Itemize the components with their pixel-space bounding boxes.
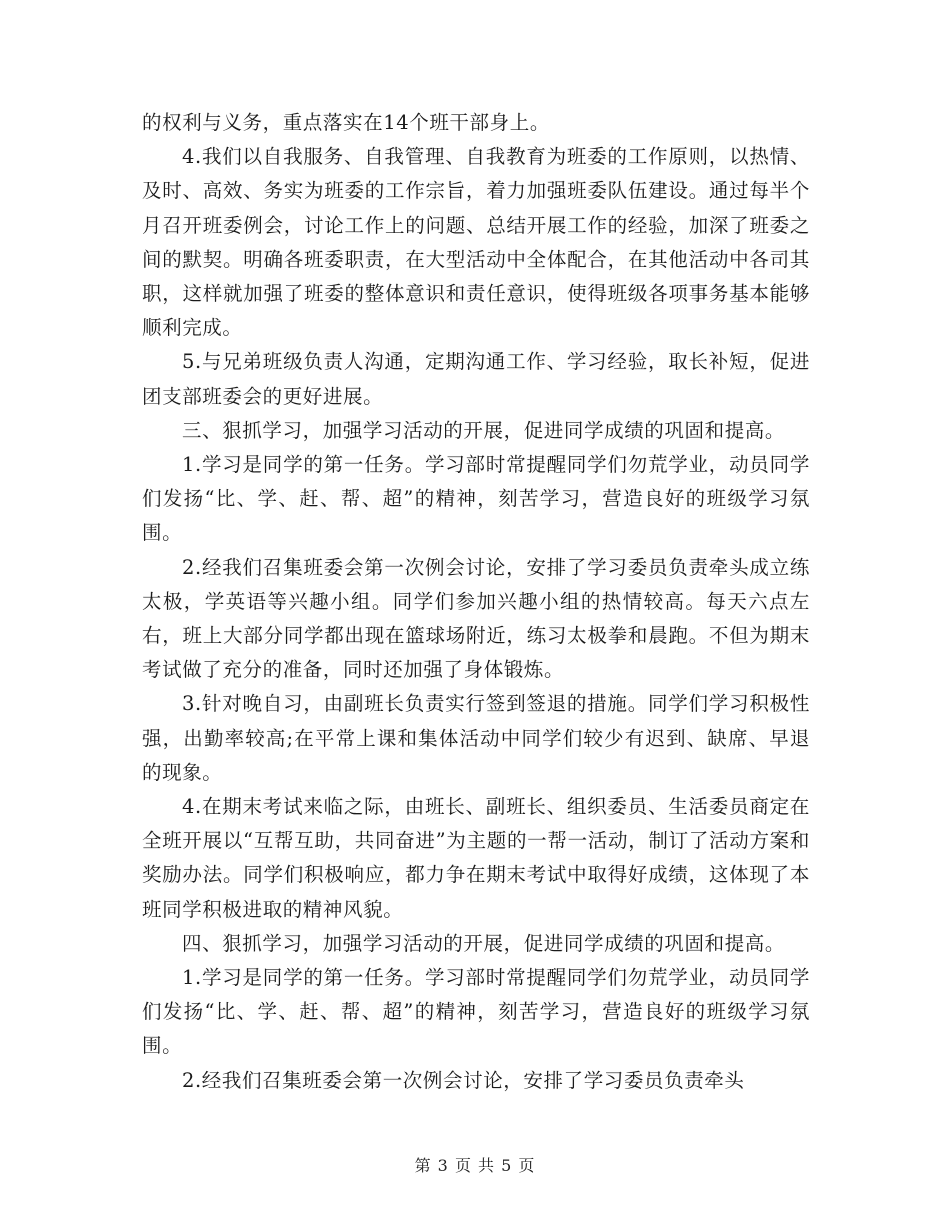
- paragraph: 2.经我们召集班委会第一次例会讨论，安排了学习委员负责牵头成立练太极，学英语等兴趣小组。同学们参加兴趣小组的热情较高。每天六点左右，班上大部分同学都出现在篮球场附近，练习太极拳和晨跑。不但为期末考试做了充分的准备，同时还加强了身体锻炼。: [142, 555, 810, 682]
- paragraph: 3.针对晚自习，由副班长负责实行签到签退的措施。同学们学习积极性强，出勤率较高;在平常上课和集体活动中同学们较少有迟到、缺席、早退的现象。: [142, 692, 810, 784]
- paragraph: 5.与兄弟班级负责人沟通，定期沟通工作、学习经验，取长补短，促进团支部班委会的更好进展。: [142, 350, 810, 408]
- paragraph: 2.经我们召集班委会第一次例会讨论，安排了学习委员负责牵头: [182, 1068, 745, 1092]
- paragraph: 4.我们以自我服务、自我管理、自我教育为班委的工作原则，以热情、及时、高效、务实为班委的工作宗旨，着力加强班委队伍建设。通过每半个月召开班委例会，讨论工作上的问题、总结开展工作的经验，加深了班委之间的默契。明确各班委职责，在大型活动中全体配合，在其他活动中各司其职，这样就加强了班委的整体意识和责任意识，使得班级各项事务基本能够顺利完成。: [142, 145, 810, 340]
- paragraph: 1.学习是同学的第一任务。学习部时常提醒同学们勿荒学业，动员同学们发扬“比、学、赶、帮、超”的精神，刻苦学习，营造良好的班级学习氛围。: [142, 453, 810, 545]
- paragraph: 1.学习是同学的第一任务。学习部时常提醒同学们勿荒学业，动员同学们发扬“比、学、赶、帮、超”的精神，刻苦学习，营造良好的班级学习氛围。: [142, 966, 810, 1058]
- document-body: [142, 106, 810, 1098]
- section-heading: 三、狠抓学习，加强学习活动的开展，促进同学成绩的巩固和提高。: [182, 418, 786, 442]
- section-heading: 四、狠抓学习，加强学习活动的开展，促进同学成绩的巩固和提高。: [182, 931, 786, 955]
- paragraph: 4.在期末考试来临之际，由班长、副班长、组织委员、生活委员商定在全班开展以“互帮互助，共同奋进”为主题的一帮一活动，制订了活动方案和奖励办法。同学们积极响应，都力争在期末考试中取得好成绩，这体现了本班同学积极进取的精神风貌。: [142, 795, 810, 921]
- paragraph: 的权利与义务，重点落实在14个班干部身上。: [142, 111, 550, 134]
- page-footer: 第 3 页 共 5 页: [414, 1156, 536, 1175]
